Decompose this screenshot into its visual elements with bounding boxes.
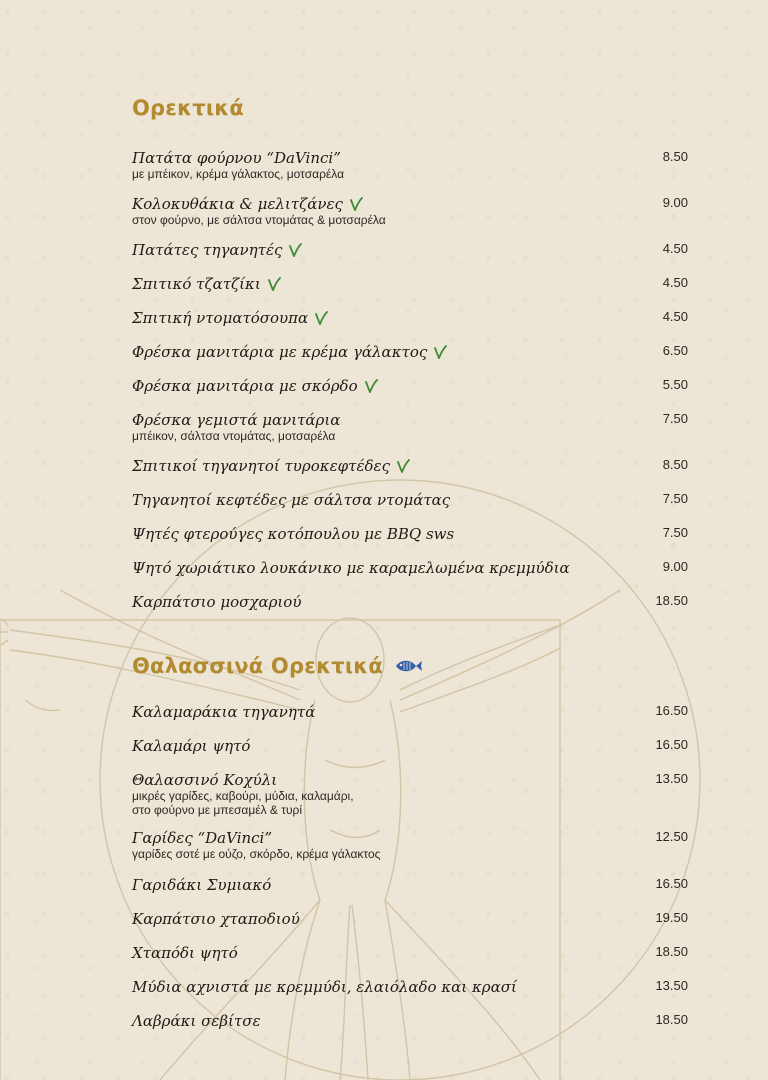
menu-item-name-text: Καρπάτσιο χταποδιού bbox=[132, 910, 300, 928]
menu-item bbox=[132, 909, 688, 928]
menu-item-price: 16.50 bbox=[655, 737, 688, 752]
menu-item-name bbox=[132, 593, 301, 611]
menu-item-name-text: Καρπάτσιο μοσχαριού bbox=[132, 593, 302, 611]
menu-item-name-text: Θαλασσινό Κοχύλι bbox=[132, 771, 278, 789]
menu-item-price: 7.50 bbox=[662, 411, 688, 426]
menu-item-name bbox=[132, 703, 315, 721]
menu-item-description: με μπέικον, κρέμα γάλακτος, μοτσαρέλα bbox=[132, 167, 345, 181]
section-title bbox=[132, 96, 244, 120]
menu-item-name bbox=[132, 457, 410, 475]
menu-item-name-text: Φρέσκα γεμιστά μανιτάρια bbox=[132, 411, 341, 429]
menu-item bbox=[132, 1011, 688, 1030]
menu-item bbox=[132, 592, 688, 611]
menu-item bbox=[132, 194, 688, 227]
menu-item bbox=[132, 524, 688, 543]
menu-item-description: μπέικον, σάλτσα ντομάτας, μοτσαρέλα bbox=[132, 429, 336, 443]
menu-item bbox=[132, 342, 688, 361]
menu-item-name-text: Χταπόδι ψητό bbox=[132, 944, 238, 962]
menu-item-price: 7.50 bbox=[662, 525, 688, 540]
menu-item-name bbox=[132, 978, 517, 996]
menu-item-price: 18.50 bbox=[655, 1012, 688, 1027]
menu-item-name bbox=[132, 944, 238, 962]
menu-item-price: 4.50 bbox=[662, 275, 688, 290]
menu-item-price: 13.50 bbox=[655, 771, 688, 786]
menu-item-description: στο φούρνο με μπεσαμέλ & τυρί bbox=[132, 803, 303, 817]
menu-item-price: 16.50 bbox=[655, 876, 688, 891]
menu-item bbox=[132, 148, 688, 181]
menu-item-name bbox=[132, 559, 570, 577]
menu-item-price: 13.50 bbox=[655, 978, 688, 993]
menu-item-name-text: Ψητό χωριάτικο λουκάνικο με καραμελωμένα κρεμμύδια bbox=[132, 559, 570, 577]
vegetarian-leaf-icon bbox=[314, 311, 328, 325]
menu-item-name bbox=[132, 377, 378, 395]
menu-item-price: 12.50 bbox=[655, 829, 688, 844]
menu-item-name-text: Τηγανητοί κεφτέδες με σάλτσα ντομάτας bbox=[132, 491, 451, 509]
menu-item-price: 18.50 bbox=[655, 593, 688, 608]
menu-item-name-text: Ψητές φτερούγες κοτόπουλου με BBQ sws bbox=[132, 525, 455, 543]
menu-item-name bbox=[132, 275, 281, 293]
menu-item-name-text: Καλαμάρι ψητό bbox=[132, 737, 251, 755]
menu-item bbox=[132, 490, 688, 509]
menu-item bbox=[132, 456, 688, 475]
menu-item-price: 8.50 bbox=[662, 149, 688, 164]
menu-item-price: 4.50 bbox=[662, 309, 688, 324]
menu-item bbox=[132, 943, 688, 962]
section-title-text: Θαλασσινά Ορεκτικά bbox=[132, 654, 383, 678]
menu-item-name bbox=[132, 309, 328, 327]
section-title bbox=[132, 654, 423, 678]
menu-item-name bbox=[132, 149, 341, 167]
menu-item-description: μικρές γαρίδες, καβούρι, μύδια, καλαμάρι, bbox=[132, 789, 354, 803]
menu-item bbox=[132, 702, 688, 721]
menu-item bbox=[132, 558, 688, 577]
menu-item bbox=[132, 240, 688, 259]
menu-item-name bbox=[132, 876, 271, 894]
menu-item-name bbox=[132, 737, 250, 755]
menu-item-name-text: Κολοκυθάκια & μελιτζάνες bbox=[132, 195, 343, 213]
menu-item-description: στον φούρνο, με σάλτσα ντομάτας & μοτσαρέλα bbox=[132, 213, 386, 227]
menu-item-price: 19.50 bbox=[655, 910, 688, 925]
menu-item bbox=[132, 274, 688, 293]
menu-item-price: 16.50 bbox=[655, 703, 688, 718]
menu-item-name bbox=[132, 829, 272, 847]
section-title-text: Ορεκτικά bbox=[132, 96, 245, 120]
menu-item-name-text: Πατάτα φούρνου “DaVinci” bbox=[132, 149, 341, 167]
menu-item-name bbox=[132, 411, 340, 429]
menu-item-name-text: Καλαμαράκια τηγανητά bbox=[132, 703, 316, 721]
menu-item-name bbox=[132, 771, 277, 789]
menu-item-name bbox=[132, 1012, 261, 1030]
menu-item bbox=[132, 977, 688, 996]
menu-item-name-text: Φρέσκα μανιτάρια με σκόρδο bbox=[132, 377, 358, 395]
menu-item-price: 4.50 bbox=[662, 241, 688, 256]
menu-item bbox=[132, 875, 688, 894]
vegetarian-leaf-icon bbox=[267, 277, 281, 291]
menu-item-name bbox=[132, 525, 454, 543]
menu-item bbox=[132, 770, 688, 817]
menu-item-name bbox=[132, 241, 302, 259]
fish-icon bbox=[393, 658, 423, 674]
menu-item-price: 9.00 bbox=[662, 195, 688, 210]
menu-item bbox=[132, 308, 688, 327]
menu-item-price: 6.50 bbox=[662, 343, 688, 358]
menu-item-price: 8.50 bbox=[662, 457, 688, 472]
menu-item bbox=[132, 736, 688, 755]
menu-item-name-text: Πατάτες τηγανητές bbox=[132, 241, 283, 259]
menu-item-description: γαρίδες σοτέ με ούζο, σκόρδο, κρέμα γάλακτος bbox=[132, 847, 381, 861]
menu-item-name bbox=[132, 910, 300, 928]
menu-item bbox=[132, 828, 688, 861]
menu-item-name-text: Σπιτικοί τηγανητοί τυροκεφτέδες bbox=[132, 457, 390, 475]
menu-item-name-text: Γαρίδες “DaVinci” bbox=[132, 829, 273, 847]
vegetarian-leaf-icon bbox=[364, 379, 378, 393]
menu-item bbox=[132, 410, 688, 443]
menu-item-name bbox=[132, 491, 450, 509]
menu-item-name-text: Μύδια αχνιστά με κρεμμύδι, ελαιόλαδο και κρασί bbox=[132, 978, 517, 996]
menu-item-name-text: Φρέσκα μανιτάρια με κρέμα γάλακτος bbox=[132, 343, 428, 361]
menu-item-price: 18.50 bbox=[655, 944, 688, 959]
menu-item-name-text: Σπιτικό τζατζίκι bbox=[132, 275, 261, 293]
vegetarian-leaf-icon bbox=[433, 345, 447, 359]
menu-item-price: 7.50 bbox=[662, 491, 688, 506]
menu-item-name bbox=[132, 195, 363, 213]
menu-item-name-text: Σπιτική ντοματόσουπα bbox=[132, 309, 309, 327]
menu-item-name-text: Λαβράκι σεβίτσε bbox=[132, 1012, 261, 1030]
vegetarian-leaf-icon bbox=[396, 459, 410, 473]
vegetarian-leaf-icon bbox=[288, 243, 302, 257]
vegetarian-leaf-icon bbox=[349, 197, 363, 211]
menu-item bbox=[132, 376, 688, 395]
menu-item-price: 5.50 bbox=[662, 377, 688, 392]
menu-item-price: 9.00 bbox=[662, 559, 688, 574]
menu-item-name-text: Γαριδάκι Συμιακό bbox=[132, 876, 272, 894]
menu-item-name bbox=[132, 343, 447, 361]
